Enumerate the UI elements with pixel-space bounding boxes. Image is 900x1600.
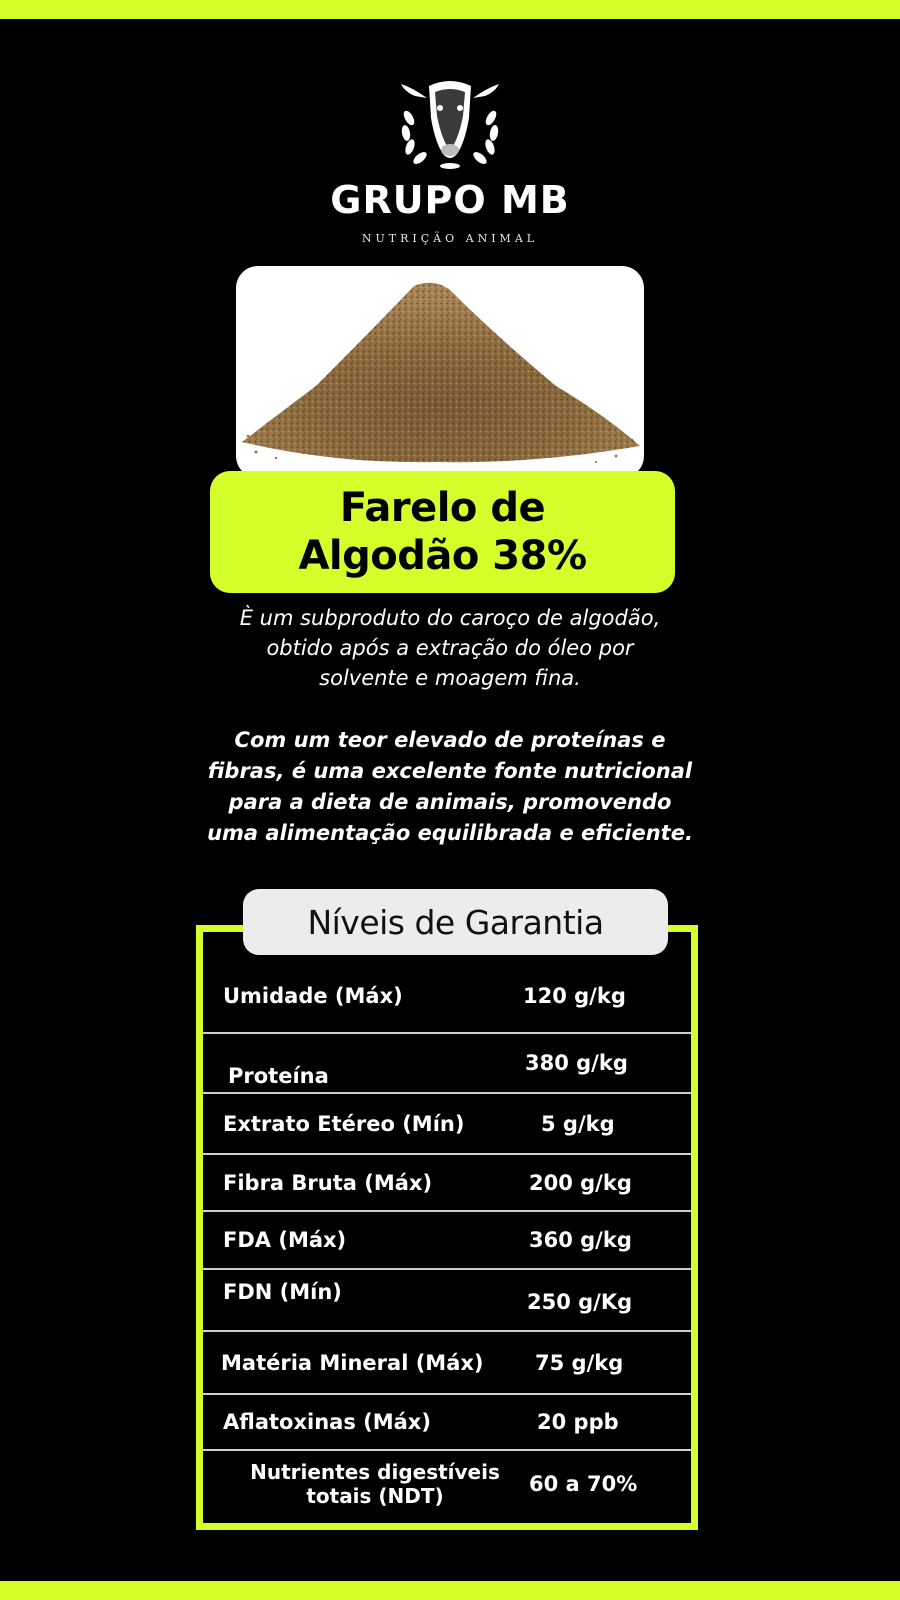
table-row (203, 1155, 691, 1211)
top-accent-band (0, 0, 900, 19)
row-value: 5 g/kg (541, 1112, 615, 1136)
cottonseed-meal-pile-image (236, 266, 644, 478)
row-label: Fibra Bruta (Máx) (223, 1171, 433, 1195)
guarantee-table-title: Níveis de Garantia (243, 889, 668, 955)
row-value: 20 ppb (537, 1410, 619, 1434)
bottom-accent-band (0, 1581, 900, 1600)
product-description: È um subproduto do caroço de algodão, obtido após a extração do óleo por solvente e moagem fina. (239, 606, 661, 690)
row-value: 200 g/kg (529, 1171, 632, 1195)
row-value: 75 g/kg (535, 1351, 624, 1375)
table-row (203, 1395, 691, 1449)
row-value: 250 g/Kg (527, 1290, 633, 1314)
row-label: FDA (Máx) (223, 1228, 347, 1252)
row-value: 360 g/kg (529, 1228, 632, 1252)
row-label: Nutrientes digestíveis totais (NDT) (250, 1460, 500, 1508)
row-label: Extrato Etéreo (Mín) (223, 1112, 465, 1136)
product-title-box (210, 471, 675, 593)
table-row (203, 1451, 691, 1517)
row-value: 60 a 70% (529, 1472, 638, 1496)
table-row (203, 1034, 691, 1092)
row-label: Umidade (Máx) (223, 984, 403, 1008)
product-title: Farelo de Algodão 38% (298, 485, 587, 579)
table-row (203, 1332, 691, 1394)
row-label: Proteína (228, 1064, 329, 1088)
product-photo (236, 266, 644, 478)
row-label: Matéria Mineral (Máx) (221, 1351, 484, 1375)
row-label: FDN (Mín) (223, 1280, 342, 1304)
row-label: Aflatoxinas (Máx) (223, 1410, 431, 1434)
brand-name: GRUPO MB (330, 178, 570, 222)
table-row (203, 1094, 691, 1154)
table-row (203, 960, 691, 1032)
product-highlight: Com um teor elevado de proteínas e fibras, é uma excelente fonte nutricional para a dieta de animais, promovendo uma alimentação equilibrada e eficiente. (207, 728, 693, 845)
row-value: 120 g/kg (523, 984, 626, 1008)
cow-head-laurel-icon (395, 78, 505, 170)
row-value: 380 g/kg (525, 1051, 628, 1075)
table-row (203, 1270, 691, 1330)
brand-tagline: NUTRIÇÃO ANIMAL (361, 232, 539, 245)
table-row (203, 1212, 691, 1268)
